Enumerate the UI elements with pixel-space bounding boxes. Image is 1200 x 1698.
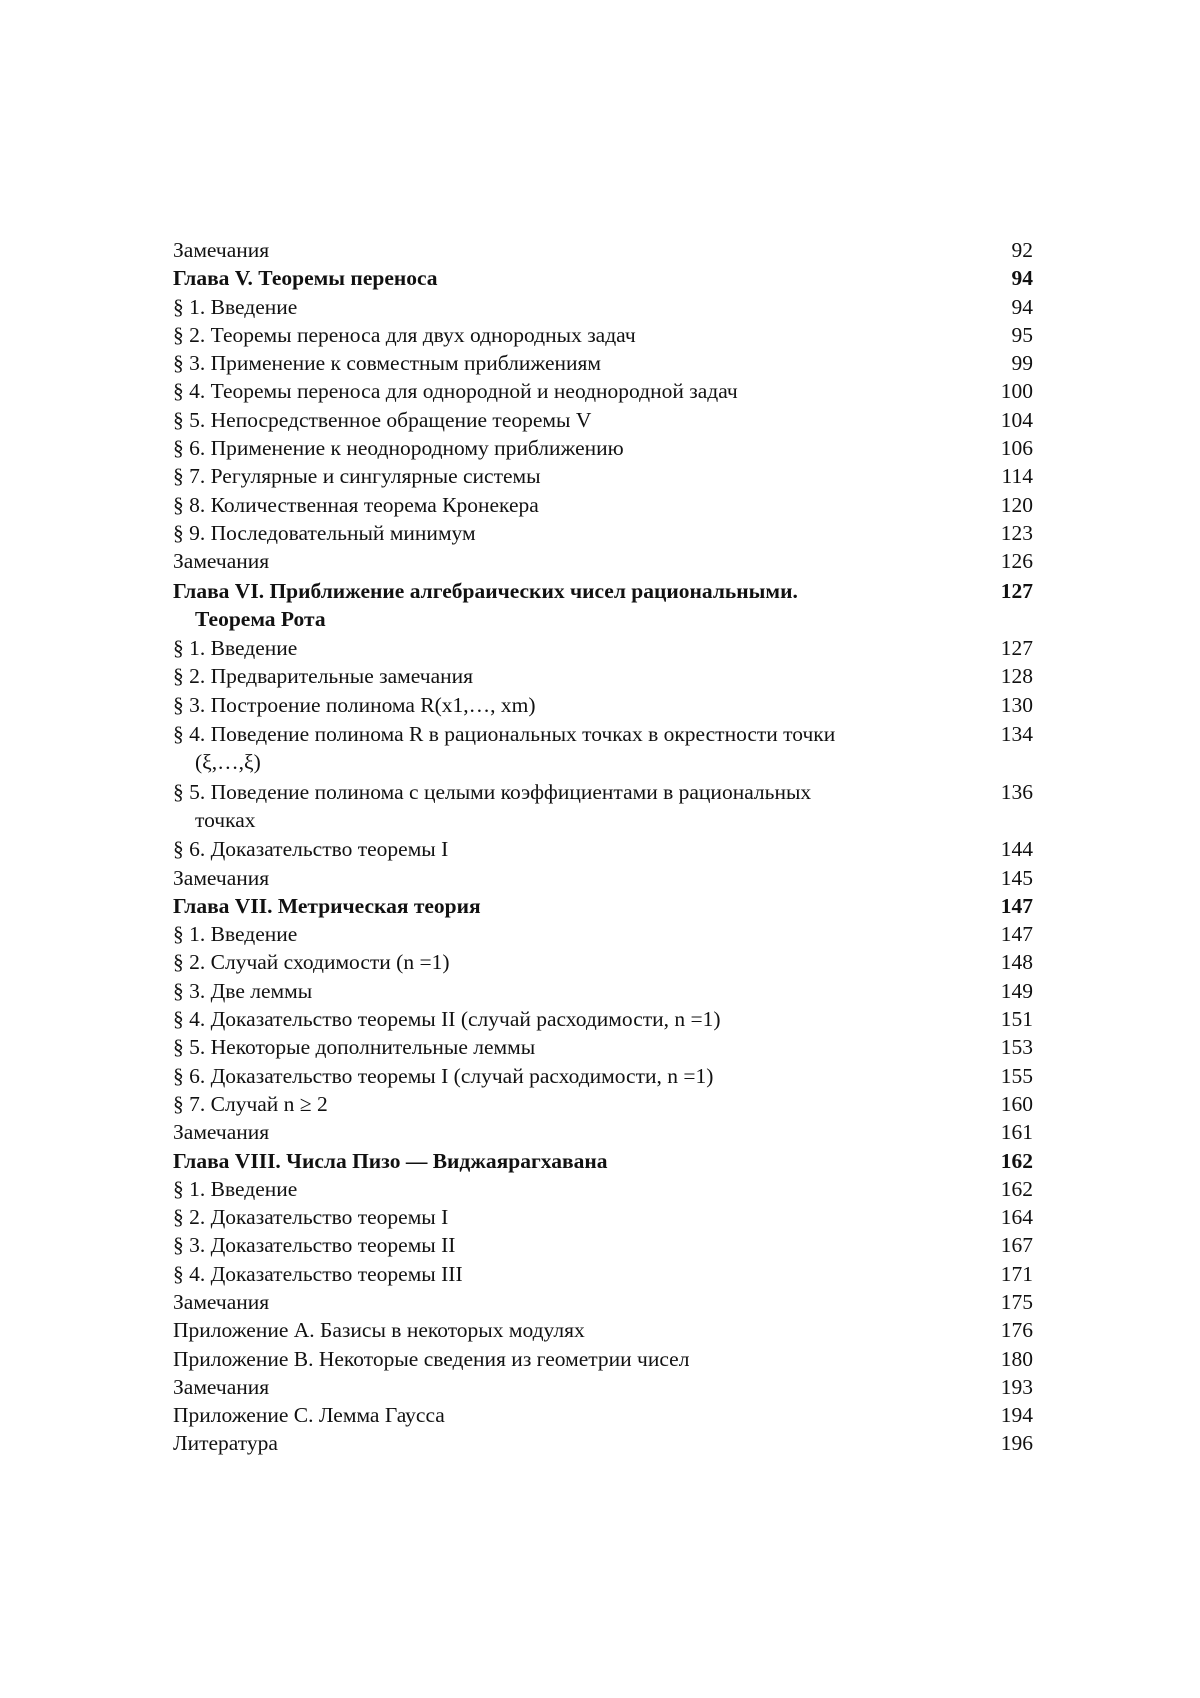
toc-chapter-entry (173, 264, 1033, 292)
toc-entry-page-number: 104 (1000, 407, 1033, 432)
toc-entry-title (173, 1373, 963, 1401)
toc-entry-title-line: § 2. Теоремы переноса для двух однородных задач (173, 322, 636, 347)
toc-entry-title (173, 1118, 963, 1146)
toc-entry-page-number: 123 (1000, 520, 1033, 545)
toc-entry-page-number: 162 (1000, 1148, 1033, 1173)
toc-entry-page-number: 147 (1000, 922, 1033, 947)
toc-entry-title (173, 406, 963, 434)
toc-entry-title-continuation: точках (195, 807, 256, 832)
toc-entry-title-line: § 8. Количественная теорема Кронекера (173, 492, 539, 517)
toc-entry-page-number: 95 (1011, 322, 1033, 347)
toc-entry-page-number: 127 (1000, 636, 1033, 661)
toc-entry-title (173, 1260, 963, 1288)
toc-entry-title (173, 1203, 963, 1231)
toc-entry (173, 1345, 1033, 1373)
toc-entry-title-line: § 4. Доказательство теоремы III (173, 1261, 463, 1286)
toc-chapter-entry (173, 892, 1033, 920)
toc-entry (173, 977, 1033, 1005)
toc-entry-title-line: Замечания (173, 549, 270, 574)
toc-entry-page-number: 176 (1000, 1318, 1033, 1343)
toc-entry-title (173, 1062, 963, 1090)
toc-entry-title-line: § 2. Случай сходимости (n =1) (173, 950, 450, 975)
toc-entry-page-number: 151 (1000, 1007, 1033, 1032)
toc-entry-title (173, 547, 963, 575)
toc-entry-page-number: 161 (1000, 1120, 1033, 1145)
toc-entry-page-number: 149 (1000, 978, 1033, 1003)
toc-entry (173, 662, 1033, 690)
toc-entry-title-line: § 4. Доказательство теоремы II (случай расходимости, n =1) (173, 1007, 721, 1032)
toc-entry (173, 321, 1033, 349)
toc-entry-title (173, 377, 963, 405)
toc-entry (173, 778, 1033, 835)
toc-entry-title (173, 1231, 963, 1259)
toc-entry-page-number: 134 (1000, 722, 1033, 747)
toc-entry-title (173, 491, 963, 519)
toc-entry-title-line: Глава VI. Приближение алгебраических чисел рациональными. (173, 578, 798, 603)
toc-entry (173, 864, 1033, 892)
toc-entry (173, 1373, 1033, 1401)
toc-entry-title-line: § 1. Введение (173, 922, 298, 947)
toc-entry-title-line: § 4. Поведение полинома R в рациональных точках в окрестности точки (173, 722, 836, 747)
toc-entry-title-line: § 1. Введение (173, 1176, 298, 1201)
toc-entry-page-number: 94 (1011, 294, 1033, 319)
toc-entry-title (173, 662, 963, 690)
toc-entry (173, 377, 1033, 405)
toc-entry-title-line: § 3. Применение к совместным приближениям (173, 351, 602, 376)
toc-entry-title (173, 1345, 963, 1373)
toc-entry-title (173, 720, 963, 777)
toc-entry-title (173, 1147, 963, 1175)
toc-entry-title (173, 519, 963, 547)
toc-entry-title-continuation: (ξ,…,ξ) (195, 750, 261, 775)
toc-entry (173, 1175, 1033, 1203)
toc-entry-page-number: 196 (1000, 1431, 1033, 1456)
toc-entry-page-number: 160 (1000, 1091, 1033, 1116)
toc-entry-page-number: 164 (1000, 1205, 1033, 1230)
toc-entry-page-number: 175 (1000, 1289, 1033, 1314)
toc-entry (173, 1090, 1033, 1118)
toc-entry-title-line: § 5. Поведение полинома с целыми коэффициентами в рациональных (173, 779, 812, 804)
toc-entry-page-number: 128 (1000, 664, 1033, 689)
toc-entry-title (173, 1429, 963, 1457)
toc-entry-title (173, 634, 963, 662)
toc-entry-page-number: 148 (1000, 950, 1033, 975)
toc-entry-page-number: 114 (1001, 464, 1033, 489)
toc-entry-title-line: § 5. Непосредственное обращение теоремы V (173, 407, 592, 432)
toc-entry-title (173, 948, 963, 976)
toc-entry-title (173, 977, 963, 1005)
toc-entry-title-line: § 4. Теоремы переноса для однородной и неоднородной задач (173, 379, 738, 404)
toc-entry-title (173, 293, 963, 321)
toc-entry-title (173, 835, 963, 863)
toc-entry-page-number: 94 (1011, 266, 1033, 291)
toc-entry (173, 1429, 1033, 1457)
toc-entry (173, 1005, 1033, 1033)
toc-entry (173, 920, 1033, 948)
toc-entry-title-line: Приложение A. Базисы в некоторых модулях (173, 1318, 585, 1343)
toc-entry-title-line: Глава V. Теоремы переноса (173, 266, 438, 291)
toc-entry-title-line: § 2. Предварительные замечания (173, 664, 474, 689)
toc-entry-title-line: § 7. Случай n ≥ 2 (173, 1091, 328, 1116)
toc-entry-title (173, 864, 963, 892)
toc-entry (173, 1316, 1033, 1344)
toc-entry-page-number: 167 (1000, 1233, 1033, 1258)
toc-entry (173, 1260, 1033, 1288)
toc-entry (173, 1288, 1033, 1316)
toc-entry-title-line: Замечания (173, 1120, 270, 1145)
toc-entry-title (173, 264, 963, 292)
toc-entry (173, 835, 1033, 863)
toc-entry (173, 293, 1033, 321)
toc-entry-title-line: § 9. Последовательный минимум (173, 520, 476, 545)
toc-entry-page-number: 147 (1000, 893, 1033, 918)
toc-entry-title (173, 1175, 963, 1203)
toc-entry-title-line: § 6. Доказательство теоремы I (173, 837, 449, 862)
toc-entry-title (173, 434, 963, 462)
toc-entry-page-number: 127 (1000, 578, 1033, 603)
toc-entry-page-number: 120 (1000, 492, 1033, 517)
toc-entry-page-number: 106 (1000, 436, 1033, 461)
toc-entry (173, 634, 1033, 662)
toc-entry-page-number: 136 (1000, 779, 1033, 804)
toc-entry-title-line: Приложение B. Некоторые сведения из геометрии чисел (173, 1346, 690, 1371)
toc-entry (173, 1401, 1033, 1429)
toc-entry-page-number: 155 (1000, 1063, 1033, 1088)
toc-entry-title (173, 236, 963, 264)
toc-entry-title-line: Замечания (173, 1374, 270, 1399)
toc-entry-title-line: § 3. Две леммы (173, 978, 313, 1003)
toc-entry-page-number: 92 (1011, 238, 1033, 262)
toc-entry-title (173, 892, 963, 920)
toc-entry-page-number: 171 (1000, 1261, 1033, 1286)
toc-entry (173, 349, 1033, 377)
toc-entry-title-continuation: Теорема Рота (195, 606, 326, 631)
toc-chapter-entry (173, 1147, 1033, 1175)
toc-entry-page-number: 126 (1000, 549, 1033, 574)
toc-entry-title-line: § 3. Построение полинома R(x1,…, xm) (173, 692, 536, 717)
toc-entry-page-number: 144 (1000, 837, 1033, 862)
toc-entry (173, 547, 1033, 575)
toc-entry (173, 434, 1033, 462)
toc-entry-title-line: Замечания (173, 865, 270, 890)
toc-entry-title (173, 321, 963, 349)
toc-entry (173, 519, 1033, 547)
toc-entry-title-line: § 1. Введение (173, 636, 298, 661)
toc-chapter-entry (173, 577, 1033, 634)
toc-entry (173, 1231, 1033, 1259)
toc-entry (173, 1033, 1033, 1061)
toc-entry-title-line: Глава VIII. Числа Пизо — Виджаярагхавана (173, 1148, 608, 1173)
toc-entry-title-line: Приложение C. Лемма Гаусса (173, 1403, 445, 1428)
toc-entry-title (173, 1033, 963, 1061)
toc-entry (173, 236, 1033, 264)
table-of-contents (173, 236, 1033, 1458)
toc-entry-title-line: Замечания (173, 238, 270, 262)
toc-entry-page-number: 180 (1000, 1346, 1033, 1371)
toc-entry-page-number: 145 (1000, 865, 1033, 890)
toc-entry-title (173, 1316, 963, 1344)
toc-entry-page-number: 162 (1000, 1176, 1033, 1201)
toc-entry-title-line: § 7. Регулярные и сингулярные системы (173, 464, 541, 489)
toc-entry-title-line: § 5. Некоторые дополнительные леммы (173, 1035, 536, 1060)
toc-entry-title (173, 1288, 963, 1316)
toc-entry (173, 491, 1033, 519)
toc-entry-title (173, 691, 963, 719)
toc-entry-title-line: § 6. Доказательство теоремы I (случай расходимости, n =1) (173, 1063, 714, 1088)
toc-entry-title (173, 462, 963, 490)
toc-entry-page-number: 130 (1000, 692, 1033, 717)
toc-entry (173, 691, 1033, 719)
toc-entry-page-number: 153 (1000, 1035, 1033, 1060)
toc-entry-title-line: § 3. Доказательство теоремы II (173, 1233, 456, 1258)
toc-entry-page-number: 193 (1000, 1374, 1033, 1399)
toc-entry-title-line: § 2. Доказательство теоремы I (173, 1205, 449, 1230)
toc-entry-title-line: Глава VII. Метрическая теория (173, 893, 481, 918)
toc-entry-title (173, 1090, 963, 1118)
toc-entry-title-line: § 6. Применение к неоднородному приближению (173, 436, 624, 461)
toc-entry (173, 1062, 1033, 1090)
toc-entry (173, 1203, 1033, 1231)
toc-entry-title (173, 920, 963, 948)
toc-entry (173, 1118, 1033, 1146)
toc-entry (173, 720, 1033, 777)
toc-entry-page-number: 194 (1000, 1403, 1033, 1428)
toc-entry (173, 462, 1033, 490)
toc-entry-page-number: 99 (1011, 351, 1033, 376)
toc-entry-title-line: Литература (173, 1431, 278, 1456)
toc-entry-title (173, 778, 963, 835)
toc-entry-title-line: Замечания (173, 1289, 270, 1314)
toc-entry-title-line: § 1. Введение (173, 294, 298, 319)
toc-entry-title (173, 349, 963, 377)
toc-entry-page-number: 100 (1000, 379, 1033, 404)
toc-entry-title (173, 577, 963, 634)
toc-entry-title (173, 1401, 963, 1429)
toc-entry (173, 948, 1033, 976)
toc-entry (173, 406, 1033, 434)
toc-entry-title (173, 1005, 963, 1033)
